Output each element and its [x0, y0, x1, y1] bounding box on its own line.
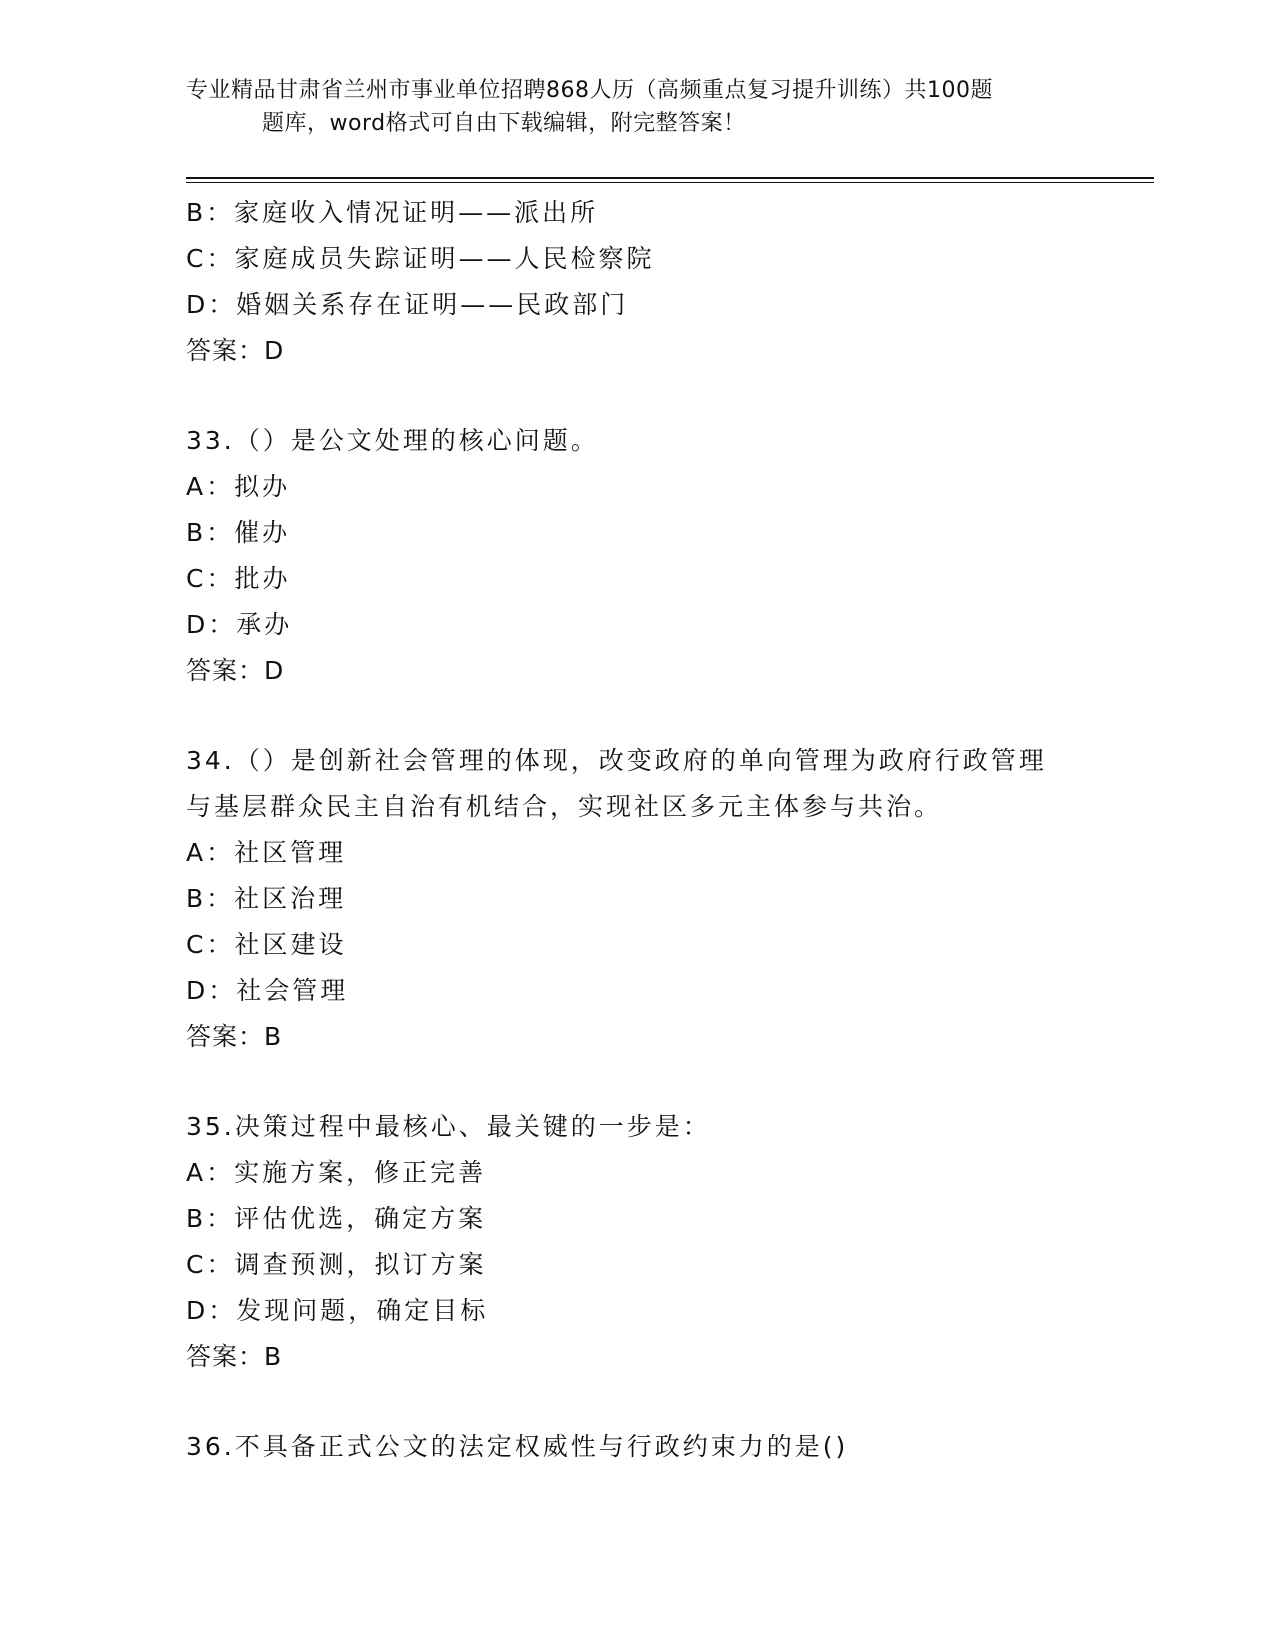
answer-line: 答案：B: [186, 1342, 283, 1371]
question-stem: 35.决策过程中最核心、最关键的一步是：: [186, 1112, 711, 1141]
answer-line: 答案：D: [186, 656, 285, 685]
option-line: D：社会管理: [186, 976, 349, 1005]
option-line: D：承办: [186, 610, 293, 639]
question-stem-continued: 与基层群众民主自治有机结合，实现社区多元主体参与共治。: [186, 792, 943, 821]
option-line: C：批办: [186, 564, 291, 593]
question-35: [186, 1104, 1086, 1380]
answer-line: 答案：D: [186, 336, 285, 365]
option-line: C：调查预测，拟订方案: [186, 1250, 487, 1279]
header-rule-thick: [186, 177, 1154, 179]
question-34: [186, 738, 1086, 1060]
question-36: [186, 1424, 1086, 1470]
option-line: A：实施方案，修正完善: [186, 1158, 487, 1187]
answer-line: 答案：B: [186, 1022, 283, 1051]
header-title-line1: 专业精品甘肃省兰州市事业单位招聘868人历（高频重点复习提升训练）共100题: [186, 78, 993, 103]
question-32-continued: [186, 190, 1086, 374]
option-line: B：家庭收入情况证明——派出所: [186, 198, 599, 227]
option-line: B：社区治理: [186, 884, 347, 913]
option-line: B：评估优选，确定方案: [186, 1204, 487, 1233]
header-rule-thin: [186, 182, 1154, 183]
option-line: D：发现问题，确定目标: [186, 1296, 489, 1325]
question-33: [186, 418, 1086, 694]
document-body: [186, 190, 1086, 1470]
option-line: C：家庭成员失踪证明——人民检察院: [186, 244, 655, 273]
question-stem: 33.（）是公文处理的核心问题。: [186, 426, 599, 455]
option-line: C：社区建设: [186, 930, 347, 959]
option-line: B：催办: [186, 518, 291, 547]
document-header: [186, 74, 1086, 140]
header-title-line2: 题库，word格式可自由下载编辑，附完整答案！: [262, 111, 746, 136]
option-line: A：社区管理: [186, 838, 347, 867]
option-line: A：拟办: [186, 472, 291, 501]
question-stem: 34.（）是创新社会管理的体现，改变政府的单向管理为政府行政管理: [186, 746, 1047, 775]
option-line: D：婚姻关系存在证明——民政部门: [186, 290, 629, 319]
question-stem: 36.不具备正式公文的法定权威性与行政约束力的是(): [186, 1432, 849, 1461]
